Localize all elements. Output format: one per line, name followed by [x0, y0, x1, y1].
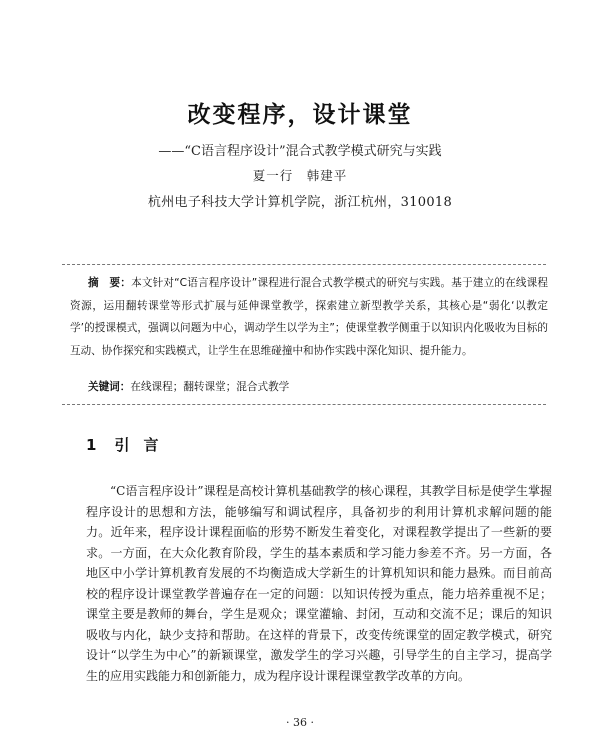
- abstract-label: 摘 要：: [88, 277, 132, 289]
- abstract-text: 本文针对“C语言程序设计”课程进行混合式教学模式的研究与实践。基于建立的在线课程资源，运用翻转课堂等形式扩展与延伸课堂教学，探索建立新型教学关系，其核心是“弱化‘以教定学’的授课模式，强调以问题为中心，调动学生以学为主”；使课堂教学侧重于以知识内化吸收为目标的互动、协作探究和实践模式，让学生在思维碰撞中和协作实践中深化知识、提升能力。: [70, 277, 549, 357]
- section-title: 引言: [114, 436, 173, 454]
- section-heading: [86, 434, 172, 455]
- abstract-bottom-rule: [62, 404, 546, 405]
- paper-subtitle: ——“C语言程序设计”混合式教学模式研究与实践: [158, 144, 442, 159]
- paper-title: 改变程序，设计课堂: [187, 102, 413, 128]
- abstract-top-rule: [62, 264, 546, 265]
- body-paragraph: “C语言程序设计”课程是高校计算机基础教学的核心课程，其教学目标是使学生掌握程序设计的思想和方法，能够编写和调试程序，具备初步的利用计算机求解问题的能力。近年来，程序设计课程面临的形势不断发生着变化，对课程教学提出了一些新的要求。一方面，在大众化教育阶段，学生的基本素质和学习能力参差不齐。另一方面，各地区中小学计算机教育发展的不均衡造成大学新生的计算机知识和能力悬殊。而目前高校的程序设计课堂教学普遍存在一定的问题：以知识传授为重点，能力培养重视不足；课堂主要是教师的舞台，学生是观众；课堂灌输、封闭，互动和交流不足；课后的知识吸收与内化，缺少支持和帮助。在这样的背景下，改变传统课堂的固定教学模式，研究设计“以学生为中心”的新颖课堂，激发学生的学习兴趣，引导学生的自主学习，提高学生的应用实践能力和创新能力，成为程序设计课程课堂教学改革的方向。: [86, 484, 552, 683]
- paper-affiliation: 杭州电子科技大学计算机学院，浙江杭州，310018: [147, 195, 453, 210]
- page-number: · 36 ·: [286, 716, 314, 729]
- paper-authors: 夏一行 韩建平: [252, 168, 348, 183]
- keywords-text: 在线课程；翻转课堂；混合式教学: [130, 381, 290, 393]
- section-number: 1: [86, 436, 97, 454]
- keywords-block: [88, 379, 548, 394]
- abstract-block: [70, 272, 548, 362]
- keywords-label: 关键词：: [88, 381, 131, 393]
